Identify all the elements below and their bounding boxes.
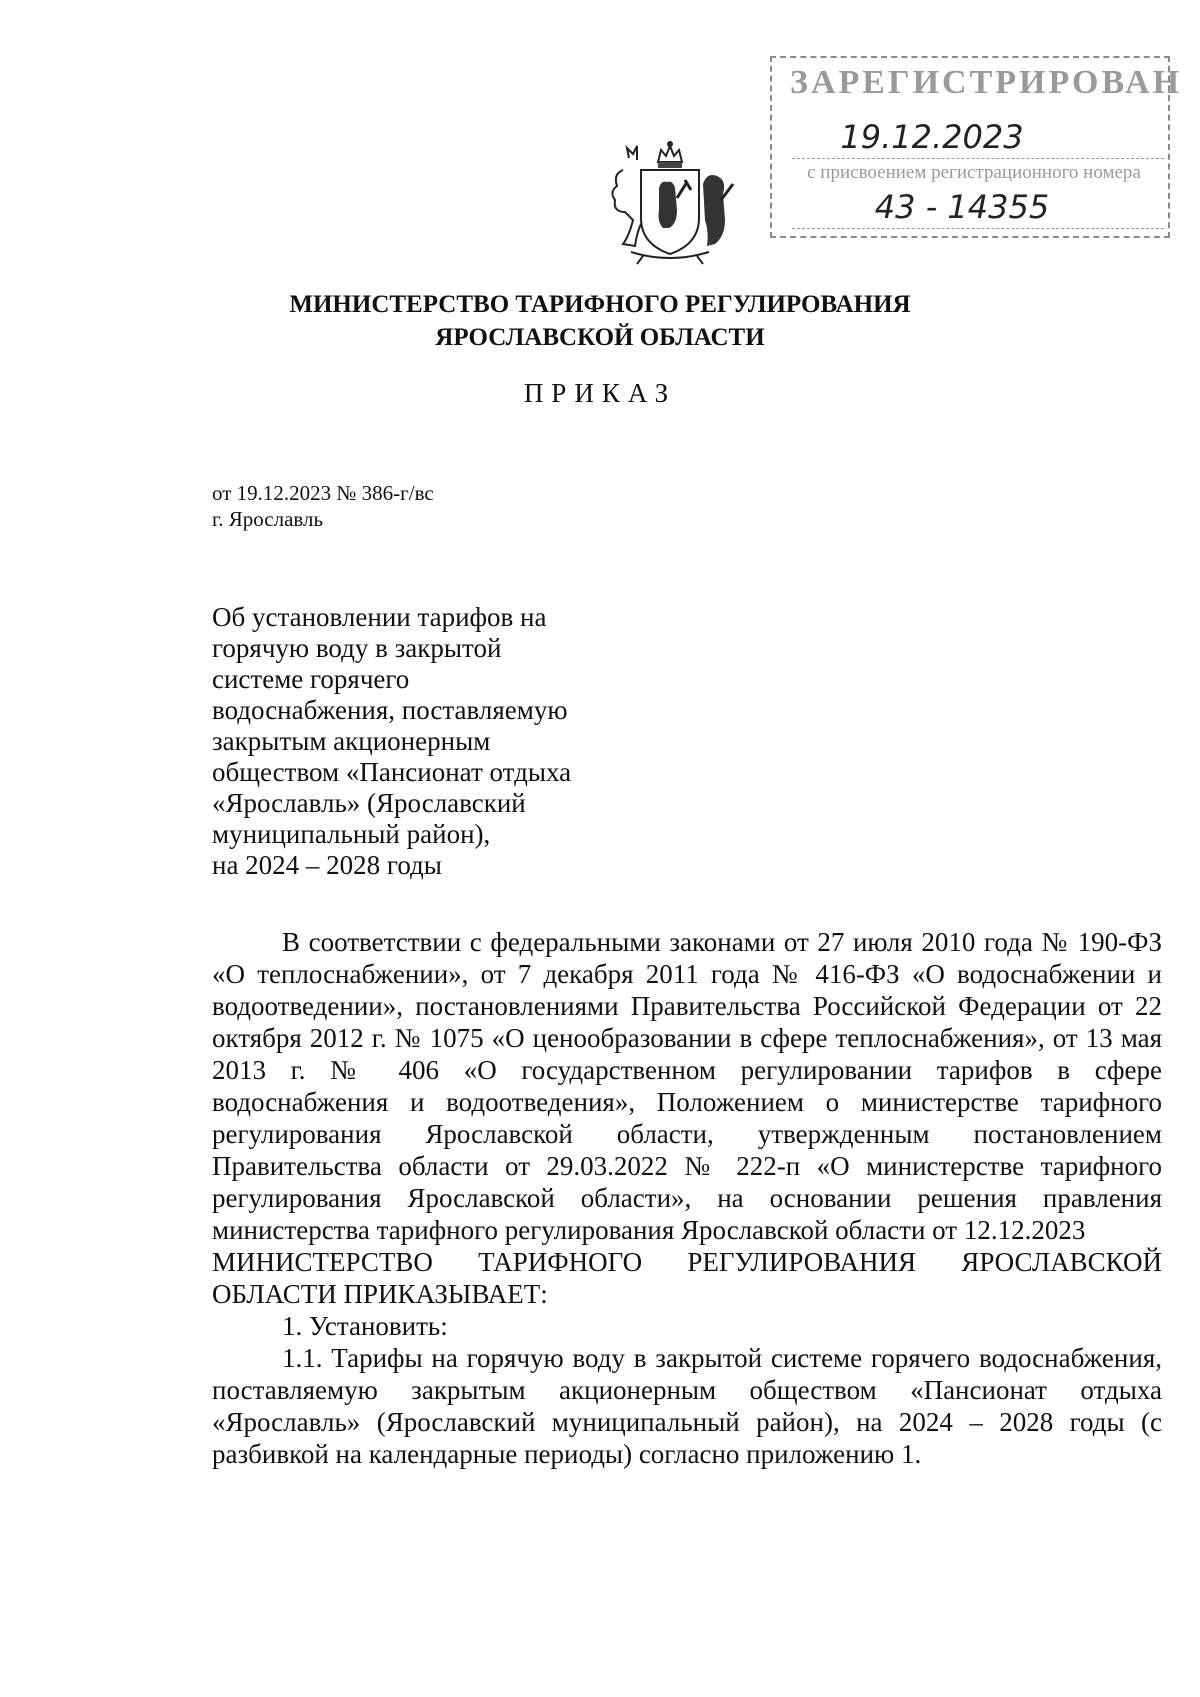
subject-line: на 2024 – 2028 годы (212, 850, 442, 880)
stamp-date: 19.12.2023 (840, 118, 1024, 156)
decree-paragraph: МИНИСТЕРСТВО ТАРИФНОГО РЕГУЛИРОВАНИЯ ЯРОСЛАВСКОЙ ОБЛАСТИ ПРИКАЗЫВАЕТ: (212, 1247, 1162, 1309)
subject-line: водоснабжения, поставляемую (212, 695, 568, 725)
subject-line: обществом «Пансионат отдыха (212, 757, 572, 787)
subject-line: муниципальный район), (212, 819, 491, 849)
subject-line: горячую воду в закрытой (212, 633, 502, 663)
subject-line: «Ярославль» (Ярославский (212, 788, 526, 818)
stamp-caption: с присвоением регистрационного номера (807, 162, 1141, 183)
stamp-registration-number: 43 - 14355 (874, 188, 1050, 226)
ministry-name-line-2: ЯРОСЛАВСКОЙ ОБЛАСТИ (435, 324, 765, 351)
stamp-title: ЗАРЕГИСТРИРОВАН (790, 64, 1183, 101)
order-city: г. Ярославль (212, 507, 324, 531)
item-1-1: 1.1. Тарифы на горячую воду в закрытой системе горячего водоснабжения, поставляемую закрытым акционерным обществом «Пансионат отдыха «Ярославль» (Ярославский муниципальный район), на 2024 – 2028 годы (с разбивкой на календарные периоды) согласно приложению 1. (212, 1343, 1162, 1469)
order-date-number: от 19.12.2023 № 386-г/вс (212, 481, 434, 505)
subject-line: Об установлении тарифов на (212, 602, 547, 632)
ministry-name (0, 288, 1200, 354)
stamp-divider (792, 228, 1164, 229)
subject-line: закрытым акционерным (212, 726, 491, 756)
registration-stamp (770, 56, 1183, 238)
order-title: ПРИКАЗ (523, 378, 677, 408)
yaroslavl-coat-of-arms-icon (603, 140, 738, 265)
order-body (212, 926, 1162, 1470)
preamble-paragraph: В соответствии с федеральными законами от 27 июля 2010 года № 190-ФЗ «О теплоснабжении», от 7 декабря 2011 года № 416-ФЗ «О водоснабжении и водоотведении», постановлениями Правительства Российской Федерации от 22 октября 2012 г. № 1075 «О ценообразовании в сфере теплоснабжения», от 13 мая 2013 г. № 406 «О государственном регулировании тарифов в сфере водоснабжения и водоотведения», Положением о министерстве тарифного регулирования Ярославской области, утвержденным постановлением Правительства области от 29.03.2022 № 222-п «О министерстве тарифного регулирования Ярославской области», на основании решения правления министерства тарифного регулирования Ярославской области от 12.12.2023 (212, 927, 1162, 1245)
stamp-divider (792, 158, 1164, 159)
subject-line: системе горячего (212, 664, 410, 694)
item-1: 1. Установить: (282, 1311, 448, 1341)
order-subject (212, 602, 712, 881)
ministry-name-line-1: МИНИСТЕРСТВО ТАРИФНОГО РЕГУЛИРОВАНИЯ (289, 291, 911, 318)
